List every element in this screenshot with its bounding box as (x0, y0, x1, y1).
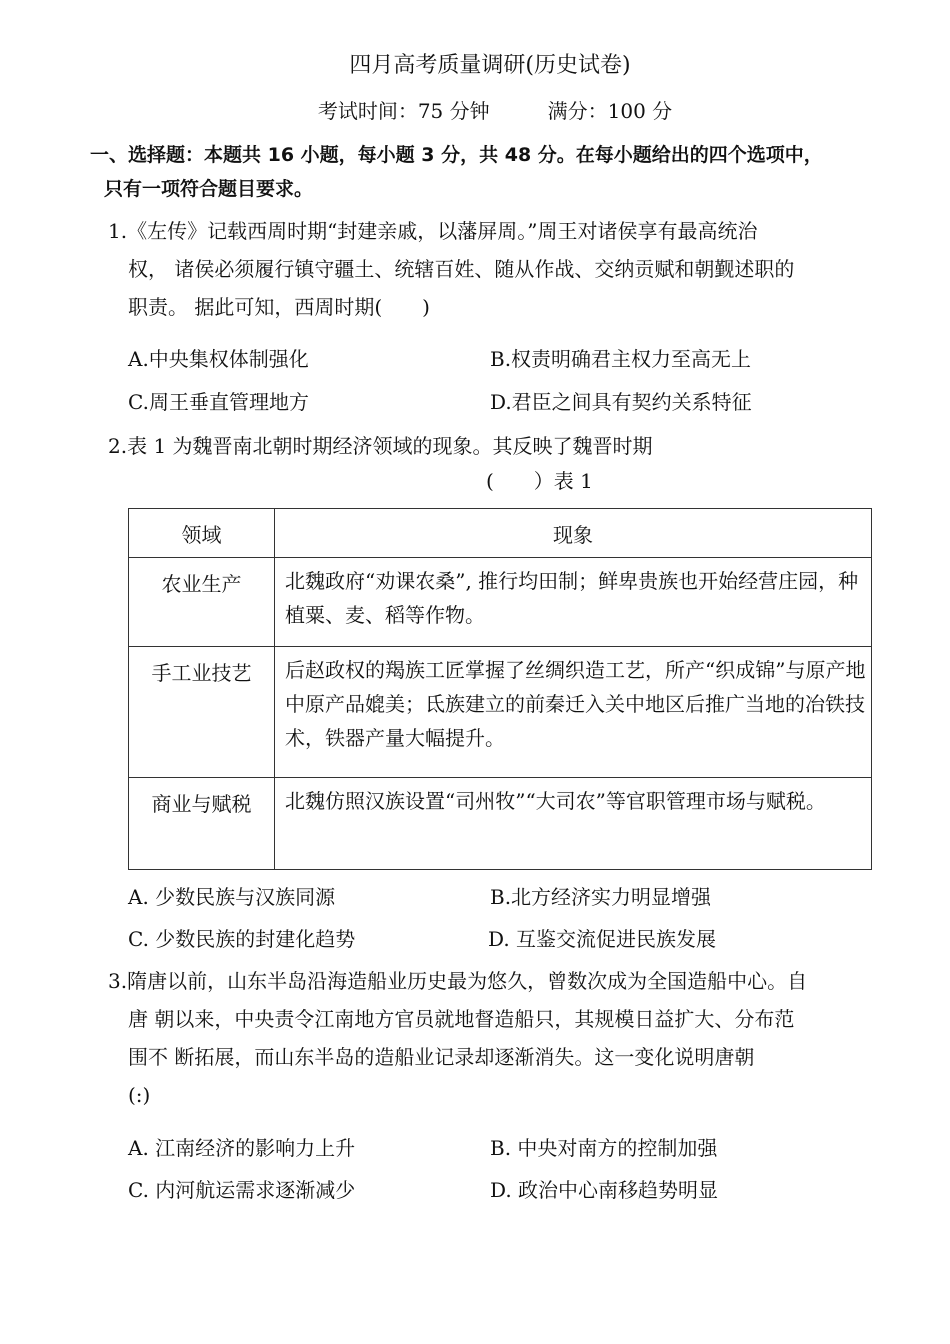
q2-stem-line1: 2.表 1 为魏晋南北朝时期经济领域的现象。其反映了魏晋时期 (108, 434, 653, 458)
q1-stem-line2: 权， 诸侯必须履行镇守疆土、统辖百姓、随从作战、交纳贡赋和朝觐述职的 (128, 257, 795, 281)
table-cell-desc: 北魏政府“劝课农桑”, 推行均田制；鲜卑贵族也开始经营庄园，种植粟、麦、稻等作物。 (275, 558, 872, 647)
table-cell-field: 手工业技艺 (129, 647, 275, 778)
q3-stem-line2: 唐 朝以来，中央责令江南地方官员就地督造船只，其规模日益扩大、分布范 (128, 1007, 795, 1031)
table-header-row (129, 509, 872, 558)
section-heading-line2: 只有一项符合题目要求。 (104, 178, 314, 200)
section-heading-line1: 一、选择题：本题共 16 小题，每小题 3 分，共 48 分。在每小题给出的四个选项中， (90, 144, 823, 166)
exam-info (0, 95, 950, 124)
table-row (129, 778, 872, 870)
q2-option-b: B.北方经济实力明显增强 (490, 885, 712, 909)
q2-option-c: C. 少数民族的封建化趋势 (128, 927, 356, 951)
q3-option-c: C. 内河航运需求逐渐减少 (128, 1178, 356, 1202)
q3-stem-line3: 围不 断拓展，而山东半岛的造船业记录却逐渐消失。这一变化说明唐朝 (128, 1045, 755, 1069)
table-header-field: 领域 (129, 509, 275, 558)
q3-stem-line4: (:) (128, 1083, 151, 1107)
table-1 (128, 508, 872, 870)
table-header-phenomenon: 现象 (275, 509, 872, 558)
q1-stem-line3: 职责。 据此可知，西周时期( ) (128, 295, 430, 319)
q1-option-d: D.君臣之间具有契约关系特征 (490, 390, 752, 414)
q2-option-a: A. 少数民族与汉族同源 (128, 885, 336, 909)
q1-option-b: B.权责明确君主权力至高无上 (490, 347, 752, 371)
full-score: 满分：100 分 (547, 99, 673, 123)
table-cell-desc: 后赵政权的羯族工匠掌握了丝绸织造工艺，所产“织成锦”与原产地中原产品媲美；氐族建立的前秦迁入关中地区后推广当地的冶铁技术，铁器产量大幅提升。 (275, 647, 872, 778)
exam-time: 考试时间：75 分钟 (317, 99, 490, 123)
q1-option-a: A.中央集权体制强化 (128, 347, 309, 371)
q2-stem-line2: ( ）表 1 (486, 469, 593, 493)
q3-stem-line1: 3.隋唐以前，山东半岛沿海造船业历史最为悠久，曾数次成为全国造船中心。自 (108, 969, 808, 993)
table-cell-desc: 北魏仿照汉族设置“司州牧”“大司农”等官职管理市场与赋税。 (275, 778, 872, 870)
table-row (129, 558, 872, 647)
q3-option-b: B. 中央对南方的控制加强 (490, 1136, 718, 1160)
q3-option-a: A. 江南经济的影响力上升 (128, 1136, 356, 1160)
exam-title: 四月高考质量调研(历史试卷) (349, 53, 631, 78)
table-row (129, 647, 872, 778)
q3-option-d: D. 政治中心南移趋势明显 (490, 1178, 719, 1202)
q1-stem-line1: 1.《左传》记载西周时期“封建亲戚，以藩屏周。”周王对诸侯享有最高统治 (108, 219, 758, 243)
table-cell-field: 商业与赋税 (129, 778, 275, 870)
q2-option-d: D. 互鉴交流促进民族发展 (488, 927, 717, 951)
table-cell-field: 农业生产 (129, 558, 275, 647)
q1-option-c: C.周王垂直管理地方 (128, 390, 309, 414)
